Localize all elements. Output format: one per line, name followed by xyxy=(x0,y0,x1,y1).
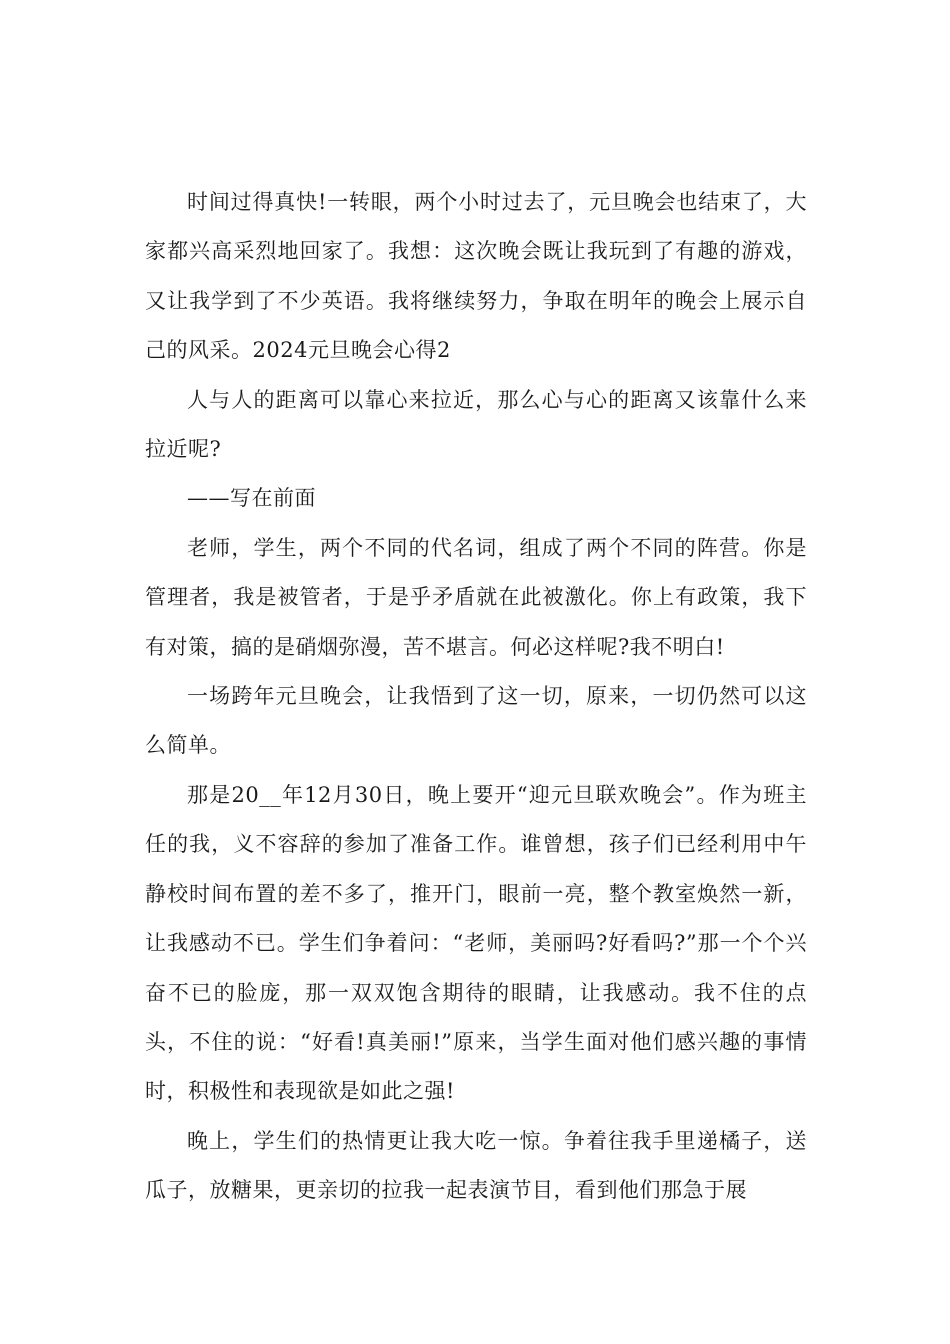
paragraph: 那是20__年12月30日，晚上要开“迎元旦联欢晚会”。作为班主任的我，义不容辞的参加了准备工作。谁曾想，孩子们已经利用中午静校时间布置的差不多了，推开门，眼前一亮，整个教室焕然一新，让我感动不已。学生们争着问：“老师，美丽吗?好看吗?”那一个个兴奋不已的脸庞，那一双双饱含期待的眼睛，让我感动。我不住的点头，不住的说：“好看!真美丽!”原来，当学生面对他们感兴趣的事情时，积极性和表现欲是如此之强! xyxy=(145,782,807,1104)
paragraph: ——写在前面 xyxy=(187,486,316,511)
document-page xyxy=(145,178,807,1216)
paragraph: 时间过得真快!一转眼，两个小时过去了，元旦晚会也结束了，大家都兴高采烈地回家了。我想：这次晚会既让我玩到了有趣的游戏，又让我学到了不少英语。我将继续努力，争取在明年的晚会上展示自己的风采。2024元旦晚会心得2 xyxy=(145,190,807,363)
paragraph: 老师，学生，两个不同的代名词，组成了两个不同的阵营。你是管理者，我是被管者，于是乎矛盾就在此被激化。你上有政策，我下有对策，搞的是硝烟弥漫，苦不堪言。何必这样呢?我不明白! xyxy=(145,535,807,659)
paragraph: 晚上，学生们的热情更让我大吃一惊。争着往我手里递橘子，送瓜子，放糖果，更亲切的拉我一起表演节目，看到他们那急于展 xyxy=(145,1128,807,1203)
paragraph: 人与人的距离可以靠心来拉近，那么心与心的距离又该靠什么来拉近呢? xyxy=(145,387,807,462)
paragraph: 一场跨年元旦晚会，让我悟到了这一切，原来，一切仍然可以这么简单。 xyxy=(145,684,807,758)
